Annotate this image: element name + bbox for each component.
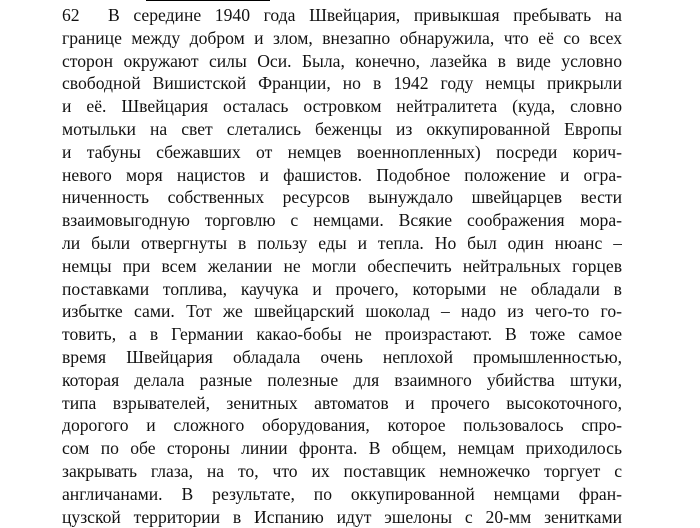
footnote [62, 4, 622, 528]
footnote-text-line: и её. Швейцария осталась островком нейтралитета (куда, словно [62, 96, 622, 117]
footnote-text-line: ли были отвергнуты в пользу еды и тепла. Но был один нюанс – [62, 232, 622, 253]
document-page [62, 0, 622, 527]
footnote-text-line: товить, а в Германии какао-бобы не произрастают. В тоже самое [62, 324, 622, 345]
footnote-separator-rule [146, 0, 270, 1]
footnote-text-line: сторон окружают силы Оси. Была, конечно, лазейка в виде условно [62, 50, 622, 71]
footnote-text-line: невого моря нацистов и фашистов. Подобное положение и огра- [62, 164, 622, 185]
footnote-text-line: цузской территории в Испанию идут эшелоны с 20-мм зенитками [62, 506, 622, 527]
footnote-text-line: англичанами. В результате, по оккупированной немцами фран- [62, 483, 622, 504]
footnote-line-1 [62, 4, 622, 27]
footnote-text-line: сом по обе стороны линии фронта. В общем, немцам приходилось [62, 438, 622, 459]
footnote-text-line: свободной Вишистской Франции, но в 1942 году немцы прикрыли [62, 73, 622, 94]
footnote-text-line: время Швейцария обладала очень неплохой промышленностью, [62, 346, 622, 367]
footnote-text-line: которая делала разные полезные для взаимного убийства штуки, [62, 369, 622, 390]
footnote-text-line: избытке сами. Тот же швейцарский шоколад – надо из чего-то го- [62, 301, 622, 322]
footnote-text-line: взаимовыгодную торговлю с немцами. Всякие соображения мора- [62, 210, 622, 231]
footnote-number: 62 [62, 5, 80, 25]
footnote-text-line: закрывать глаза, на то, что их поставщик немножечко торгует с [62, 460, 622, 481]
footnote-text-line: немцы при всем желании не могли обеспечить нейтральных горцев [62, 255, 622, 276]
footnote-text-line: ниченность собственных ресурсов вынуждало швейцарцев вести [62, 187, 622, 208]
footnote-text-line: типа взрывателей, зенитных автоматов и прочего высокоточного, [62, 392, 622, 413]
footnote-text-line: дорогого и сложного оборудования, которое пользовалось спро- [62, 415, 622, 436]
footnote-text-line: мотыльки на свет слетались беженцы из оккупированной Европы [62, 118, 622, 139]
footnote-text-line: В середине 1940 года Швейцария, привыкшая пребывать на [108, 5, 622, 25]
footnote-text-line: и табуны сбежавших от немцев военнопленных) посреди корич- [62, 141, 622, 162]
footnote-text-line: границе между добром и злом, внезапно обнаружила, что её со всех [62, 27, 622, 48]
footnote-text-line: поставками топлива, каучука и прочего, которыми не обладали в [62, 278, 622, 299]
